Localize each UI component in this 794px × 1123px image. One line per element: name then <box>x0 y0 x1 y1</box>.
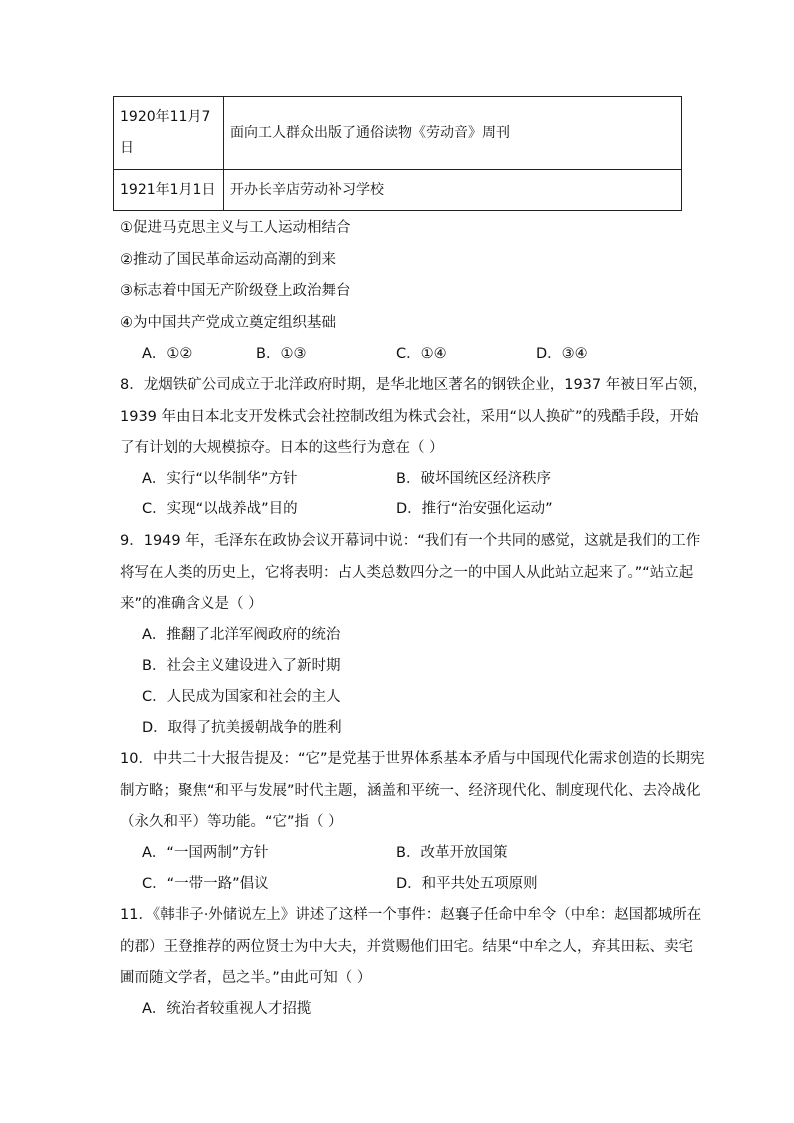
q10-option-d: D．和平共处五项原则 <box>396 876 538 892</box>
q9-option-b: B．社会主义建设进入了新时期 <box>142 658 341 674</box>
q7-statement-2: ②推动了国民革命运动高潮的到来 <box>120 252 336 268</box>
q11-option-a: A．统治者较重视人才招揽 <box>142 1001 312 1017</box>
q11-stem-line-2: 的郡）王登推荐的两位贤士为中大夫，并赏赐他们田宅。结果“中牟之人，弃其田耘、卖宅 <box>120 939 694 955</box>
table-cell-event: 面向工人群众出版了通俗读物《劳动音》周刊 <box>224 97 682 170</box>
q10-stem-line-3: （永久和平）等功能。“它”指（ ） <box>120 814 343 830</box>
q7-option-a: A．①② <box>142 346 193 362</box>
q7-option-d: D．③④ <box>536 346 588 362</box>
q9-stem-line-1: 9．1949 年，毛泽东在政协会议开幕词中说：“我们有一个共同的感觉，这就是我们的工作 <box>120 533 701 549</box>
q9-option-a: A．推翻了北洋军阀政府的统治 <box>142 627 341 643</box>
q9-option-d: D．取得了抗美援朝战争的胜利 <box>142 720 342 736</box>
q8-option-b: B．破坏国统区经济秩序 <box>396 471 551 487</box>
q9-option-c: C．人民成为国家和社会的主人 <box>142 689 341 705</box>
q8-stem-line-2: 1939 年由日本北支开发株式会社控制改组为株式会社，采用“以人换矿”的残酷手段，开始 <box>120 409 699 425</box>
q11-stem-line-1: 11．《韩非子·外储说左上》讲述了这样一个事件：赵襄子任命中牟令（中牟：赵国都城所在 <box>120 907 702 923</box>
q10-option-a: A．“一国两制”方针 <box>142 845 269 861</box>
q9-stem-line-2: 将写在人类的历史上，它将表明：占人类总数四分之一的中国人从此站立起来了。”“站立起 <box>120 565 694 581</box>
table-cell-date: 1920年11月7日 <box>114 97 224 170</box>
table-row <box>114 97 682 170</box>
q7-statement-1: ①促进马克思主义与工人运动相结合 <box>120 220 351 236</box>
q7-option-b: B．①③ <box>256 346 307 362</box>
q8-option-a: A．实行“以华制华”方针 <box>142 471 298 487</box>
q7-statement-4: ④为中国共产党成立奠定组织基础 <box>120 315 336 331</box>
table-row <box>114 170 682 211</box>
q10-stem-line-2: 制方略；聚焦“和平与发展”时代主题，涵盖和平统一、经济现代化、制度现代化、去冷战化 <box>120 783 701 799</box>
q9-stem-line-3: 来”的准确含义是（ ） <box>120 596 263 612</box>
q10-stem-line-1: 10．中共二十大报告提及：“它”是党基于世界体系基本矛盾与中国现代化需求创造的长期宪 <box>120 751 705 767</box>
q8-option-d: D．推行“治安强化运动” <box>396 501 553 517</box>
q10-option-b: B．改革开放国策 <box>396 845 508 861</box>
table-cell-event: 开办长辛店劳动补习学校 <box>224 170 682 211</box>
q8-option-c: C．实现“以战养战”目的 <box>142 501 298 517</box>
q8-stem-line-3: 了有计划的大规模掠夺。日本的这些行为意在（ ） <box>120 440 444 456</box>
q7-statement-3: ③标志着中国无产阶级登上政治舞台 <box>120 283 351 299</box>
q8-stem-line-1: 8．龙烟铁矿公司成立于北洋政府时期，是华北地区著名的钢铁企业，1937 年被日军占领， <box>120 377 708 393</box>
q10-option-c: C．“一带一路”倡议 <box>142 876 269 892</box>
events-table <box>113 96 682 211</box>
q11-stem-line-3: 圃而随文学者，邑之半。”由此可知（ ） <box>120 970 372 986</box>
q7-option-c: C．①④ <box>396 346 447 362</box>
table-cell-date: 1921年1月1日 <box>114 170 224 211</box>
